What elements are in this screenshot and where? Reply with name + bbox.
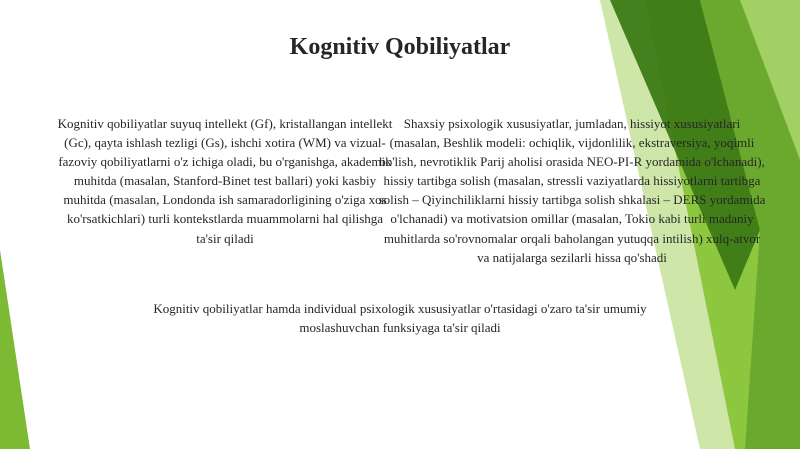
left-text-block: Kognitiv qobiliyatlar suyuq intellekt (Gf), kristallangan intellekt (Gc), qayta ishlash tezligi (Gs), ishchi xotira (WM) va vizual-fazoviy qobiliyatlarni o'z ichiga oladi, bu o'rganishga, akademik muhitda (masalan, Stanford-Binet test ballari) yoki kasbiy muhitda (masalan, Londonda ish samaradorligining o'ziga xos ko'rsatkichlari) turli kontekstlarda muammolarni hal qilishga ta'sir qiladi [57,116,393,246]
slide-title: Kognitiv Qobiliyatlar [289,34,511,60]
left-corner-wedge [0,250,30,449]
right-text-block: Shaxsiy psixologik xususiyatlar, jumladan, hissiyot xususiyatlari (masalan, Beshlik modeli: ochiqlik, vijdonlilik, ekstraversiya, yoqimli bo'lish, nevrotiklik Parij aholisi orasida NEO-PI-R yordamida o'lchanadi), hissiy tartibga solish (masalan, stressli vaziyatlarda hissiyotlarni tartibga solish – Qiyinchiliklarni hissiy tartibga solish shkalasi – DERS yordamida o'lchanadi) va motivatsion omillar (masalan, Tokio kabi turli madaniy muhitlarda so'rovnomalar orqali baholangan yutuqqa intilish) xulq-atvor va natijalarga sezilarli hissa qo'shadi [378,116,766,265]
bottom-text-block: Kognitiv qobiliyatlar hamda individual psixologik xususiyatlar o'rtasidagi o'zaro ta'sir umumiy moslashuvchan funksiyaga ta'sir qiladi [153,301,647,336]
